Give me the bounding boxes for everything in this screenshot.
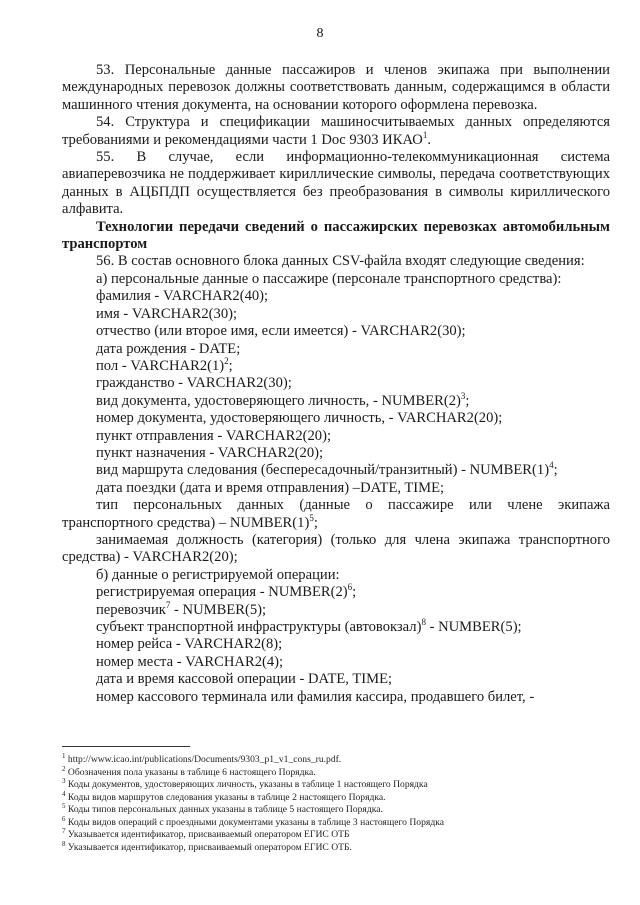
footnote: $^4$ Коды видов маршрутов следования указаны в таблице 2 настоящего Порядка. xyxy=(62,789,386,803)
footnote: $^5$ Коды типов персональных данных указаны в таблице 5 настоящего Порядка. xyxy=(62,801,383,815)
paragraph-text: В состав основного блока данных CSV-файла входят следующие сведения: xyxy=(117,253,585,270)
paragraph-text: Персональные данные пассажиров и членов экипажа при выполнении международных перевозок должны соответствовать данным, содержащимся в области машинного чтения документа, на основании которого оформлена перевозка. xyxy=(62,62,610,113)
list-item: гражданство - VARCHAR2(30); xyxy=(96,375,292,392)
footnote-ref: 2 xyxy=(224,356,229,367)
list-item: вид документа, удостоверяющего личность, - $NUMBER(2)^3$; xyxy=(96,390,470,409)
list-item: номер документа, удостоверяющего личность, - VARCHAR2(20); xyxy=(96,410,503,427)
paragraph-55 xyxy=(62,149,610,219)
paragraph-number: 53. xyxy=(96,62,115,78)
paragraph-number: 54. xyxy=(96,114,115,131)
footnote-ref: 8 xyxy=(421,617,426,628)
paragraph-53 xyxy=(62,62,610,114)
footnote: $^8$ Указывается идентификатор, присваиваемый оператором ЕГИС ОТБ. xyxy=(62,839,352,853)
list-item: занимаемая должность (категория) (только для члена экипажа транспортного средства) - VARCHAR2(20); xyxy=(62,531,610,566)
paragraph-number: 56. xyxy=(96,253,115,270)
footnote: $^7$ Указывается идентификатор, присваиваемый оператором ЕГИС ОТБ xyxy=(62,826,350,840)
footnote-ref: 3 xyxy=(460,390,466,401)
list-item: номер кассового терминала или фамилия кассира, продавшего билет, - xyxy=(96,688,535,705)
section-a-list xyxy=(62,288,610,567)
footnotes xyxy=(62,751,610,854)
footnote-ref: 1 xyxy=(422,129,428,140)
list-item: перевозчик$^7$ - NUMBER(5); xyxy=(96,599,267,618)
footnote-ref: 7 xyxy=(165,599,171,610)
paragraph-number: 55. xyxy=(96,149,115,166)
list-item: пол - $VARCHAR2(1)^2$; xyxy=(96,356,233,374)
list-item: фамилия - VARCHAR2(40); xyxy=(96,288,269,305)
list-item: регистрируемая операция - $NUMBER(2)^6$; xyxy=(96,582,357,601)
footnote-separator xyxy=(62,746,190,747)
footnote-ref: 4 xyxy=(549,460,554,471)
section-heading: Технологии передачи сведений о пассажирских перевозках автомобильным транспортом xyxy=(62,218,610,253)
section-b-title: б) данные о регистрируемой операции: xyxy=(96,566,340,583)
list-item: пункт отправления - VARCHAR2(20); xyxy=(96,427,331,444)
list-item: дата рождения - DATE; xyxy=(96,340,241,357)
paragraph-54: 54. Структура и спецификации машиносчитываемых данных определяются требованиями и рекомендациями части 1 Doc 9303 ИКАО$^1$. xyxy=(62,114,611,148)
paragraph-text: Структура и спецификации машиносчитываемых данных определяются требованиями и рекомендациями части 1 Doc 9303 ИКАО xyxy=(62,114,611,148)
list-item: вид маршрута следования (беспересадочный/транзитный) - $NUMBER(1)^4$; xyxy=(96,460,558,479)
list-item: тип персональных данных (данные о пассажире или члене экипажа транспортного средства) – $NUMBER(1)^5$; xyxy=(62,497,610,531)
paragraph-56 xyxy=(62,253,610,270)
footnote: $^2$ Обозначения пола указаны в таблице 6 настоящего Порядка. xyxy=(62,764,316,778)
section-b-list xyxy=(62,584,610,706)
list-item: номер места - VARCHAR2(4); xyxy=(96,653,284,670)
footnote-ref: 5 xyxy=(309,512,314,523)
footnote: $^6$ Коды видов операций с проездными документами указаны в таблице 3 настоящего Порядка xyxy=(62,814,444,828)
page-number: 8 xyxy=(316,26,324,41)
list-item: дата и время кассовой операции - DATE, TIME; xyxy=(96,671,393,688)
document-body xyxy=(62,62,610,706)
section-a-title: а) персональные данные о пассажире (персонале транспортного средства): xyxy=(96,270,562,287)
footnote: $^3$ Коды документов, удостоверяющих личность, указаны в таблице 1 настоящего Порядка xyxy=(62,776,428,790)
list-item: отчество (или второе имя, если имеется) - VARCHAR2(30); xyxy=(96,323,466,340)
list-item: пункт назначения - VARCHAR2(20); xyxy=(96,444,324,461)
paragraph-text: В случае, если информационно-телекоммуникационная система авиаперевозчика не поддерживает кириллические символы, передача соответствующих данных в АЦБПДП осуществляется без преобразования в символы кириллического алфавита. xyxy=(62,149,610,218)
list-item: номер рейса - VARCHAR2(8); xyxy=(96,636,283,653)
footnote-ref: 6 xyxy=(347,582,353,593)
footnote: $^1$ http://www.icao.int/publications/Documents/9303_p1_v1_cons_ru.pdf. xyxy=(62,751,342,765)
list-item: дата поездки (дата и время отправления) –DATE, TIME; xyxy=(96,479,445,496)
list-item: имя - VARCHAR2(30); xyxy=(96,305,238,322)
list-item: субъект транспортной инфраструктуры (автовокзал)$^8$ - NUMBER(5); xyxy=(96,617,522,635)
